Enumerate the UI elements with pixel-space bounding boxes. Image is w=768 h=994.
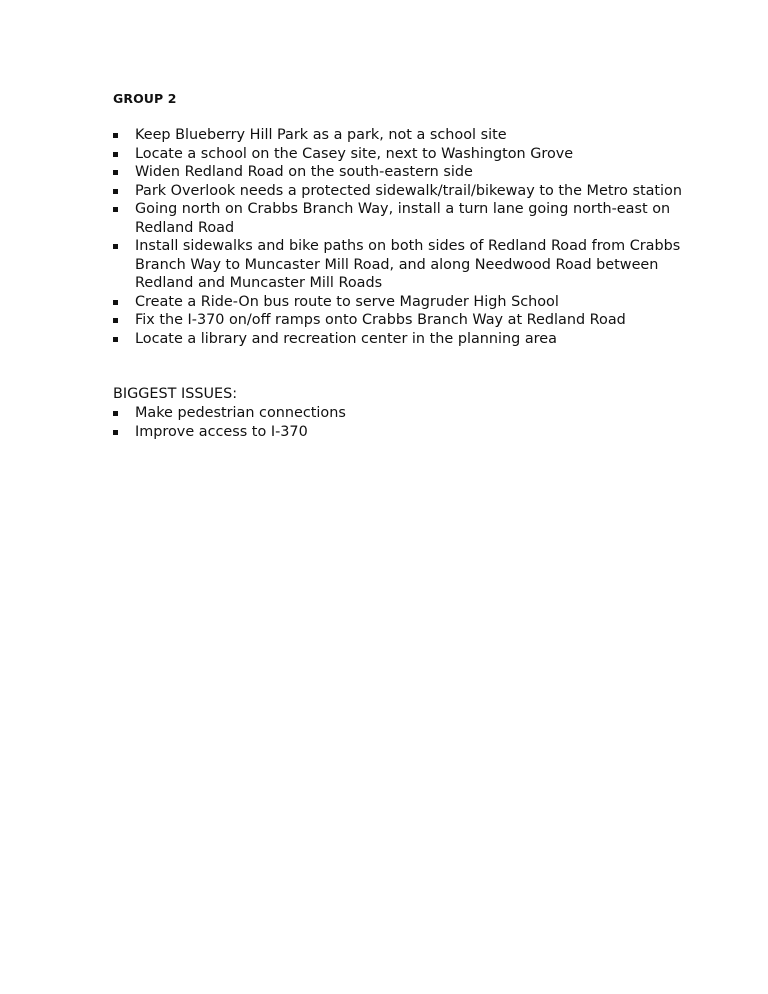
bullet-icon <box>113 152 118 157</box>
list-item-text: Create a Ride-On bus route to serve Magruder High School <box>135 293 559 310</box>
list-item-text: Install sidewalks and bike paths on both sides of Redland Road from Crabbs Branch Way to Muncaster Mill Road, and along Needwood Road between Redland and Muncaster Mill Roads <box>135 238 681 291</box>
list-item-text: Going north on Crabbs Branch Way, install a turn lane going north-east on Redland Road <box>135 201 671 236</box>
bullet-icon <box>113 337 118 342</box>
bullet-icon <box>113 430 118 435</box>
list-item <box>113 404 693 423</box>
bullet-icon <box>113 411 118 416</box>
list-item <box>113 293 693 312</box>
bullet-icon <box>113 318 118 323</box>
list-item <box>113 163 693 182</box>
bullet-icon <box>113 189 118 194</box>
list-item-text: Widen Redland Road on the south-eastern side <box>135 164 473 180</box>
issues-list <box>113 404 693 441</box>
bullet-icon <box>113 244 118 249</box>
list-item <box>113 237 693 293</box>
list-item <box>113 182 693 201</box>
list-item-text: Make pedestrian connections <box>135 405 346 421</box>
bullet-icon <box>113 170 118 175</box>
list-item-text: Keep Blueberry Hill Park as a park, not a school site <box>135 127 507 143</box>
bullet-icon <box>113 133 118 138</box>
issues-heading: BIGGEST ISSUES: <box>113 386 238 402</box>
list-item-text: Park Overlook needs a protected sidewalk/trail/bikeway to the Metro station <box>135 182 682 199</box>
list-item-text: Locate a school on the Casey site, next to Washington Grove <box>135 145 574 162</box>
list-item <box>113 126 693 145</box>
list-item <box>113 145 693 164</box>
bullet-icon <box>113 300 118 305</box>
recommendations-list <box>113 126 693 348</box>
list-item <box>113 330 693 349</box>
list-item <box>113 311 693 330</box>
list-item-text: Fix the I-370 on/off ramps onto Crabbs Branch Way at Redland Road <box>135 312 626 328</box>
group-heading: GROUP 2 <box>113 91 177 106</box>
list-item-text: Improve access to I-370 <box>135 423 308 440</box>
list-item <box>113 423 693 442</box>
bullet-icon <box>113 207 118 212</box>
list-item <box>113 200 693 237</box>
list-item-text: Locate a library and recreation center in the planning area <box>135 330 557 347</box>
